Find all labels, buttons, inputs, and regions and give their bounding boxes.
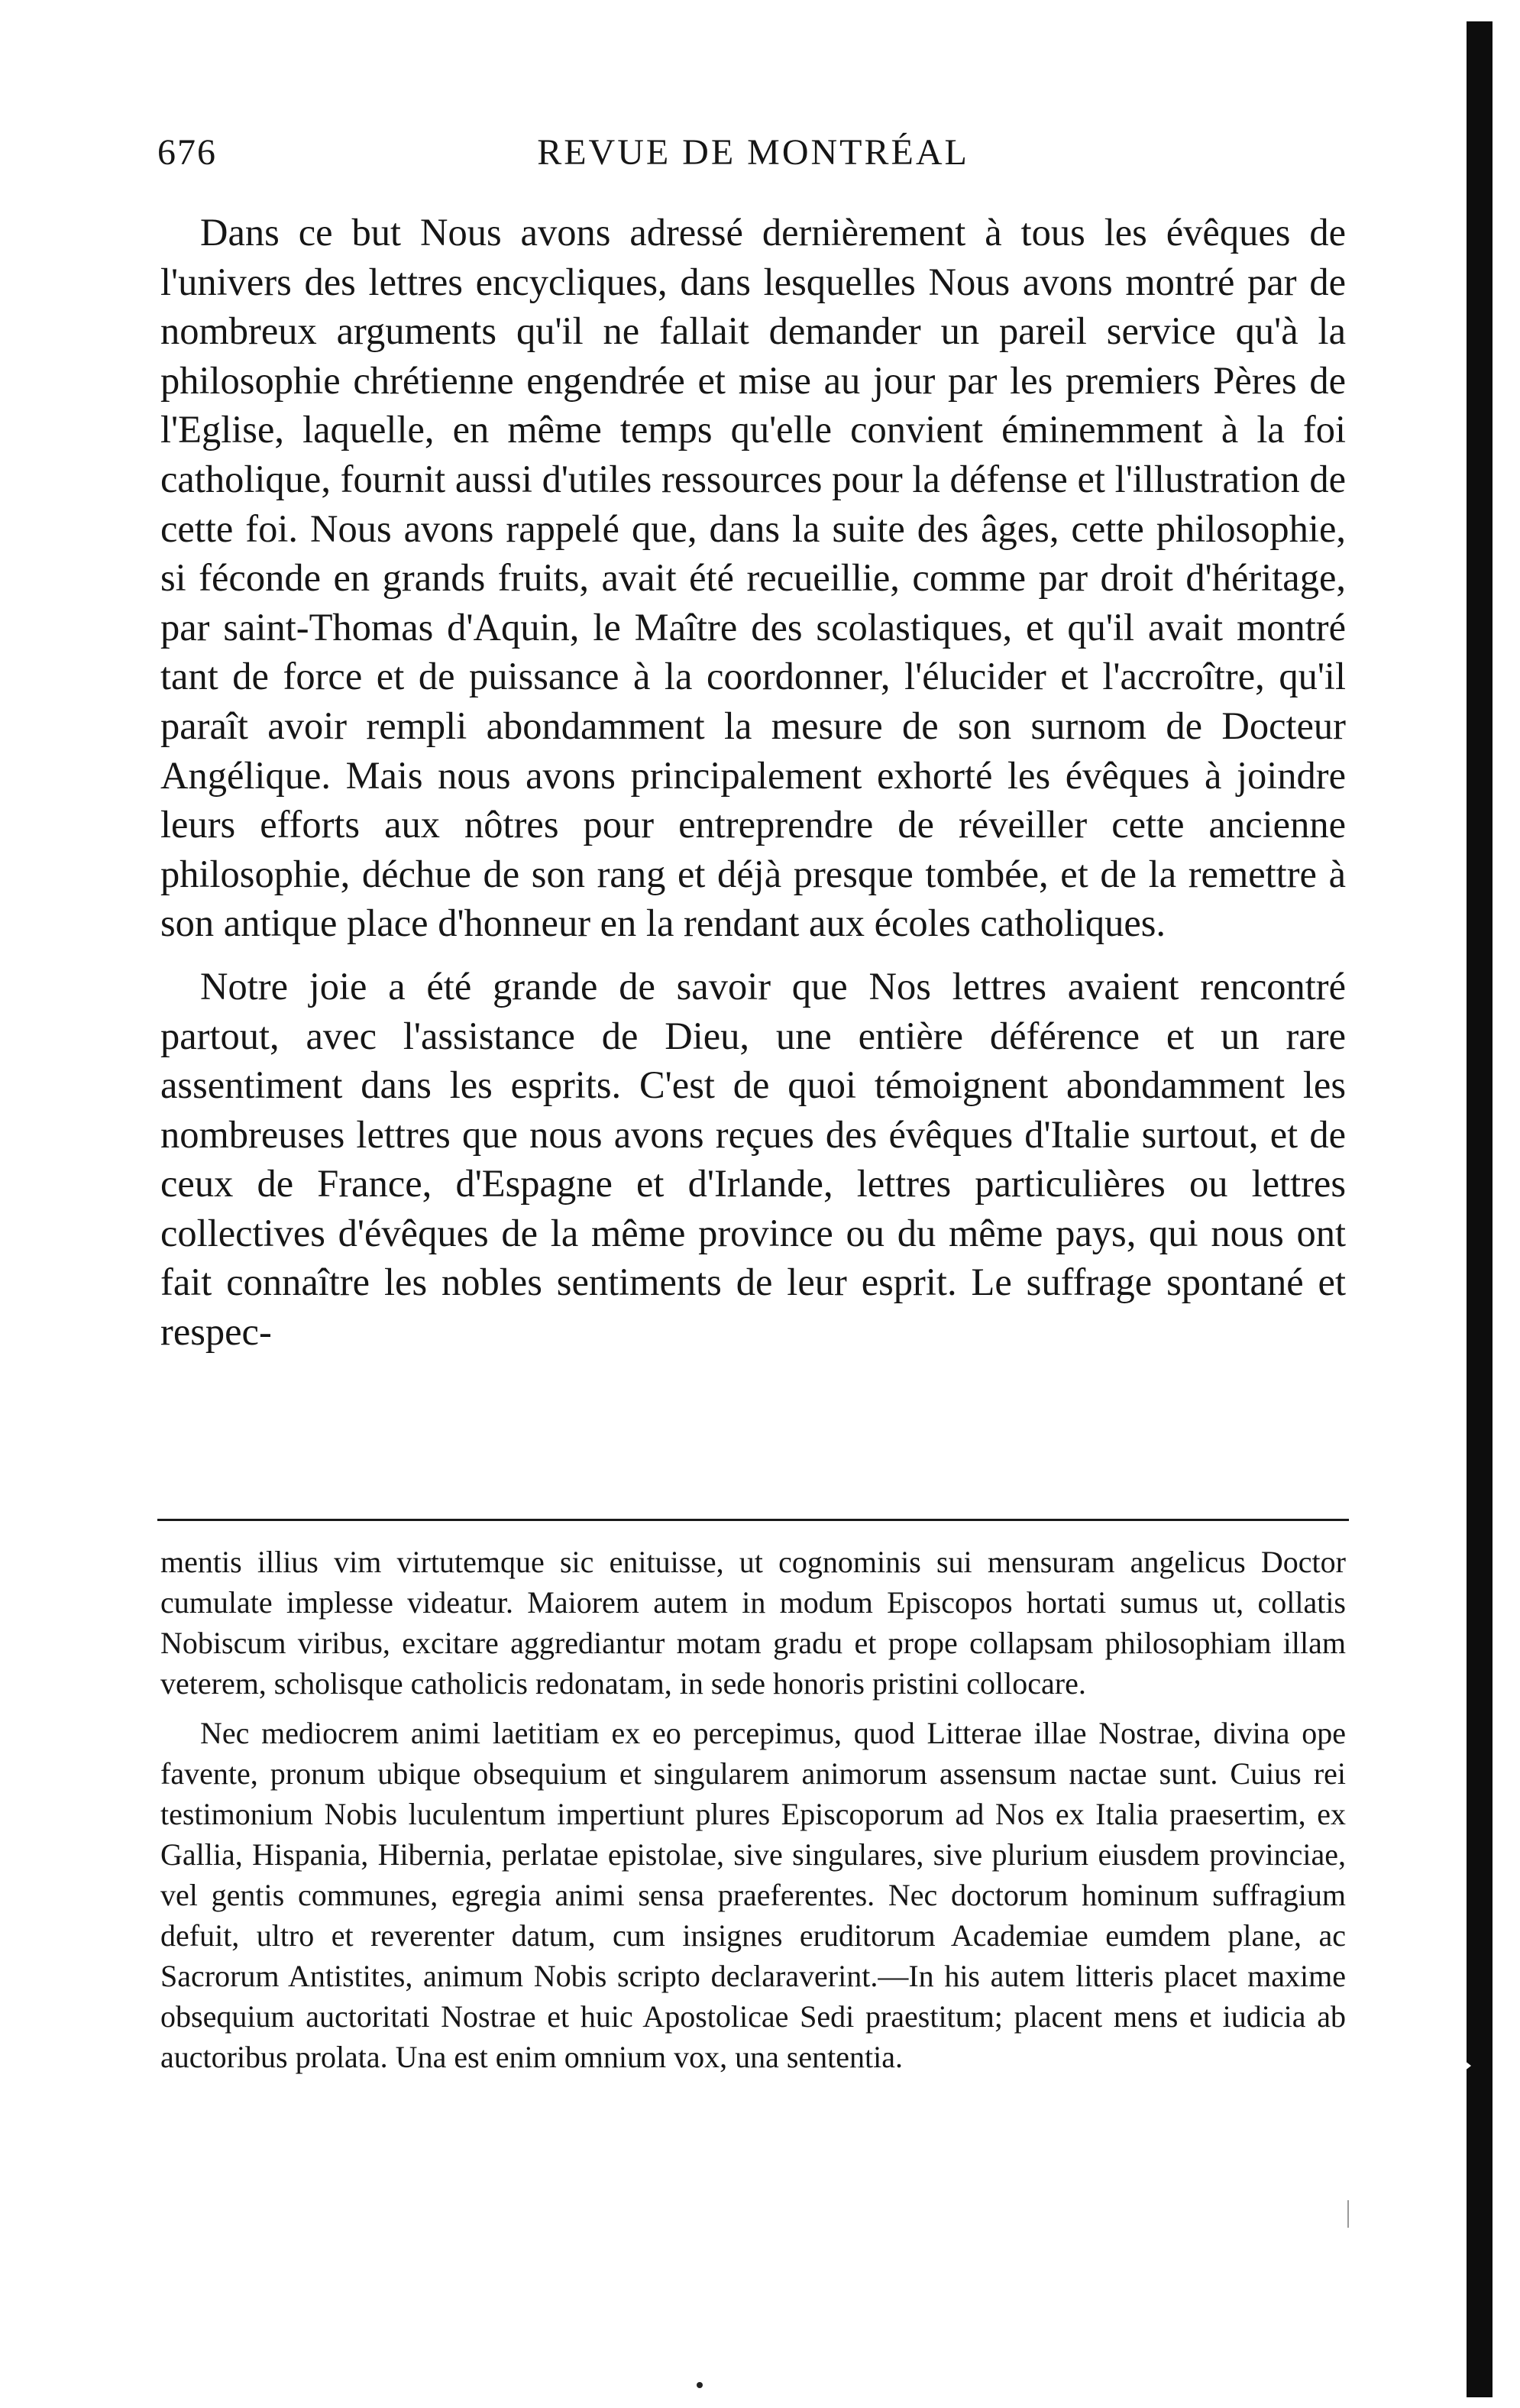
paragraph: Dans ce but Nous avons adressé dernièrement à tous les évêques de l'univers des lettres encycliques, dans lesquelles Nous avons montré par de nombreux arguments qu'il ne fallait demander un pareil service qu'à la philosophie chrétienne engendrée et mise au jour par les premiers Pères de l'Eglise, laquelle, en même temps qu'elle convient éminemment à la foi catholique, fournit aussi d'utiles ressources pour la défense et l'illustration de cette foi. Nous avons rappelé que, dans la suite des âges, cette philosophie, si féconde en grands fruits, avait été recueillie, comme par droit d'héritage, par saint-Thomas d'Aquin, le Maître des scolastiques, et qu'il avait montré tant de force et de puissance à la coordonner, l'élucider et l'accroître, qu'il paraît avoir rempli abondamment la mesure de son surnom de Docteur Angélique. Mais nous avons principalement exhorté les évêques à joindre leurs efforts aux nôtres pour entreprendre de réveiller cette ancienne philosophie, déchue de son rang et déjà presque tombée, et de la remettre à son antique place d'honneur en la rendant aux écoles catholiques. xyxy=(160,211,1346,945)
running-title: REVUE DE MONTRÉAL xyxy=(537,132,969,173)
footnote-rule xyxy=(157,1519,1349,1521)
footnote-paragraph: Nec mediocrem animi laetitiam ex eo percepimus, quod Litterae illae Nostrae, divina ope favente, pronum ubique obsequium et singularem animorum assensum nactae sunt. Cuius rei testimonium Nobis luculentum impertiunt plures Episcoporum ad Nos ex Italia praesertim, ex Gallia, Hispania, Hibernia, perlatae epistolae, sive singulares, sive plurium eiusdem provinciae, vel gentis communes, egregia animi sensa praeferentes. Nec doctorum hominum suffragium defuit, ultro et reverenter datum, cum insignes eruditorum Academiae eumdem plane, ac Sacrorum Antistites, animum Nobis scripto declaraverint.—In his autem litteris placet maxime obsequium auctoritati Nostrae et huic Apostolicae Sedi praestitum; placent mens et iudicia ab auctoribus prolata. Una est enim omnium vox, una sententia. xyxy=(160,1716,1346,2074)
footnote-paragraph: mentis illius vim virtutemque sic enituisse, ut cognominis sui mensuram angelicus Doctor cumulate implesse videatur. Maiorem autem in modum Episcopos hortati sumus ut, collatis Nobiscum viribus, excitare aggrediantur motam gradu et prope collapsam philosophiam illam veterem, scholisque catholicis redonatam, in sede honoris pristini collocare. xyxy=(160,1545,1346,1701)
scan-edge-bar xyxy=(1467,21,1493,2397)
footnotes xyxy=(160,1542,1346,2077)
page-number: 676 xyxy=(157,132,217,173)
scan-edge-arrow-icon xyxy=(1457,2055,1471,2076)
margin-mark xyxy=(1347,2200,1349,2228)
bottom-dot-mark xyxy=(697,2382,703,2388)
main-text xyxy=(160,208,1346,1357)
page-header xyxy=(157,131,1349,185)
paragraph: Notre joie a été grande de savoir que Nos lettres avaient rencontré partout, avec l'assistance de Dieu, une entière déférence et un rare assentiment dans les esprits. C'est de quoi témoignent abondamment les nombreuses lettres que nous avons reçues des évêques d'Italie surtout, et de ceux de France, d'Espagne et d'Irlande, lettres particulières ou lettres collectives d'évêques de la même province ou du même pays, qui nous ont fait connaître les nobles sentiments de leur esprit. Le suffrage spontané et respec- xyxy=(160,964,1346,1354)
